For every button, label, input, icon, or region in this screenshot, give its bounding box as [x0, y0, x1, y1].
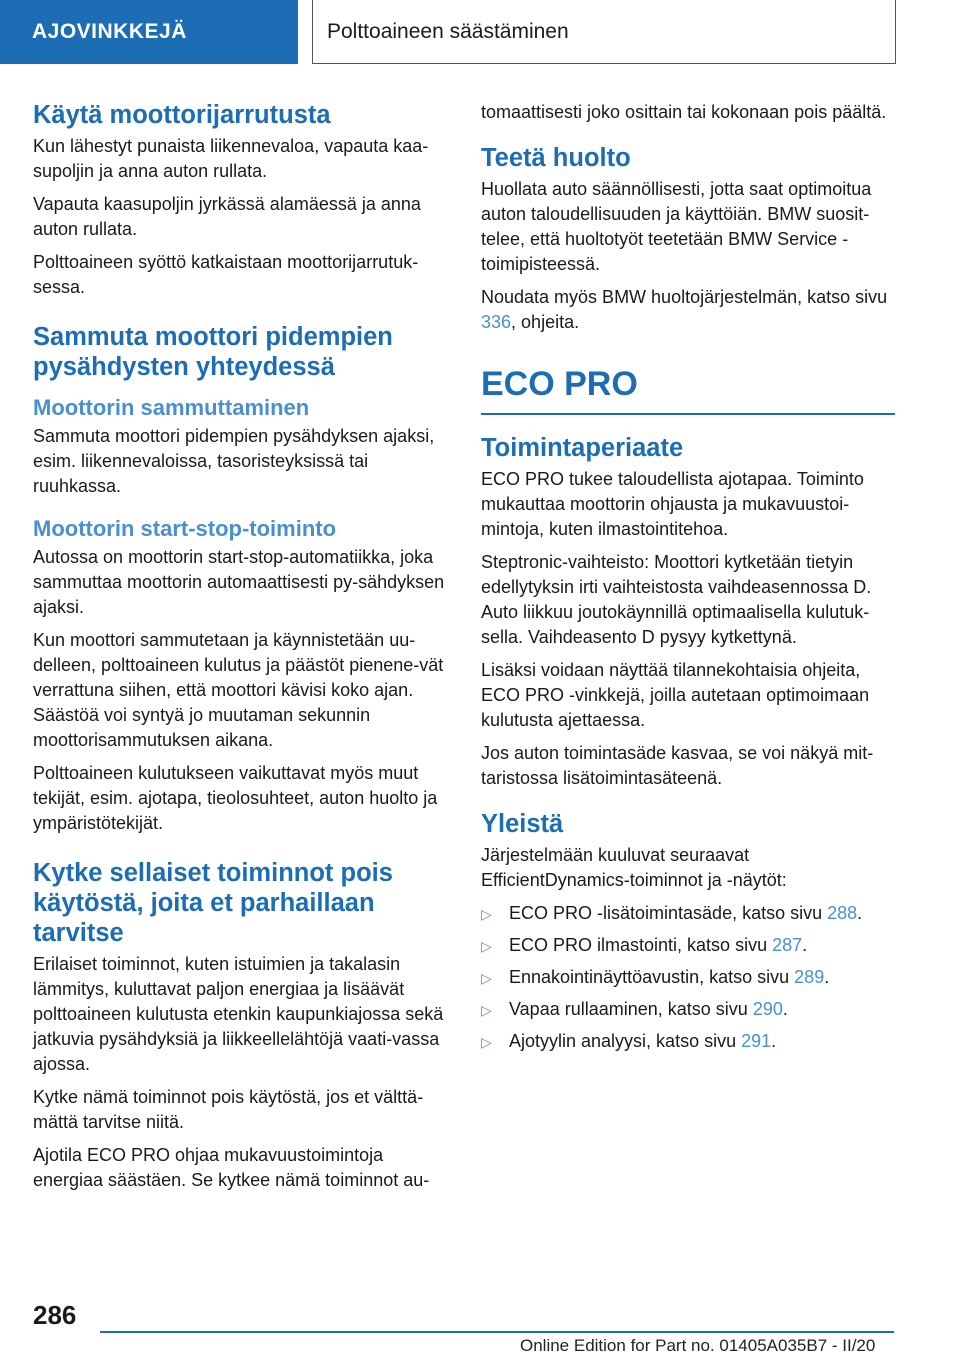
paragraph: tomaattisesti joko osittain tai kokonaan pois päältä. — [481, 102, 887, 122]
heading-principle: Toimintaperiaate — [481, 434, 684, 462]
footer-rule — [100, 1331, 894, 1333]
chapter-tab — [312, 0, 896, 64]
paragraph: Ajotila ECO PRO ohjaa mukavuustoimintoja energiaa säästäen. Se kytkee nämä toiminnot au- — [33, 1145, 430, 1190]
bullet-icon: ▷ — [481, 970, 492, 986]
bullet-icon: ▷ — [481, 1034, 492, 1050]
paragraph: Jos auton toimintasäde kasvaa, se voi näkyä mit-taristossa lisätoimintasäteenä. — [481, 743, 874, 788]
section-tab — [0, 0, 298, 64]
paragraph: ECO PRO tukee taloudellista ajotapaa. Toiminto mukauttaa moottorin ohjausta ja mukavuustoi-mintoja, kuten ilmastointitehoa. — [481, 469, 864, 539]
paragraph: Huollata auto säännöllisesti, jotta saat optimoitua auton taloudellisuuden ja käyttöiän. BMW suosit-telee, että huoltotyöt teetetään BMW Service -toimipisteessä. — [481, 179, 872, 274]
paragraph: Järjestelmään kuuluvat seuraavat EfficientDynamics-toiminnot ja -näytöt: — [481, 845, 787, 890]
page-number: 286 — [33, 1300, 77, 1330]
paragraph: Vapauta kaasupoljin jyrkässä alamäessä ja anna auton rullata. — [33, 194, 421, 239]
edition-text: Online Edition for Part no. 01405A035B7 - II/20 — [520, 1336, 876, 1355]
heading-engine-brake: Käytä moottorijarrutusta — [33, 101, 331, 129]
section-title: AJOVINKKEJÄ — [32, 20, 187, 43]
heading-eco-pro: ECO PRO — [481, 365, 638, 403]
list-item: ▷ Vapaa rullaaminen, katso sivu 290. — [481, 997, 897, 1023]
subheading-engine-off: Moottorin sammuttaminen — [33, 395, 310, 420]
page-link[interactable]: 288 — [827, 903, 858, 923]
right-column — [481, 100, 897, 1061]
list-item: ▷ Ennakointinäyttöavustin, katso sivu 289. — [481, 965, 897, 991]
paragraph: Steptronic-vaihteisto: Moottori kytketään tietyin edellytyksin irti vaihteistosta vaihdeasennossa D. Auto liikkuu joutokäynnillä optimaalisella kulutuk-sella. Vaihdeasento D pysyy kytkettynä. — [481, 552, 872, 647]
heading-stop-engine: Sammuta moottori pidempien pysähdysten yhteydessä — [33, 323, 393, 381]
page-link[interactable]: 291 — [741, 1031, 772, 1051]
page-link[interactable]: 287 — [772, 935, 803, 955]
bullet-icon: ▷ — [481, 1002, 492, 1018]
chapter-title: Polttoaineen säästäminen — [327, 19, 569, 43]
paragraph: Kun lähestyt punaista liikennevaloa, vapauta kaa-supoljin ja anna auton rullata. — [33, 136, 429, 181]
paragraph: Kun moottori sammutetaan ja käynnistetään uu-delleen, polttoaineen kulutus ja päästöt pienene-vät verrattuna siihen, että moottori kävisi koko ajan. Säästöä voi syntyä jo muutaman sekunnin moottorisammutuksen aikana. — [33, 630, 444, 750]
page-link[interactable]: 336 — [481, 312, 512, 332]
heading-general: Yleistä — [481, 810, 564, 838]
paragraph: Polttoaineen kulutukseen vaikuttavat myös muut tekijät, esim. ajotapa, tieolosuhteet, auton huolto ja ympäristötekijät. — [33, 763, 438, 833]
paragraph: Noudata myös BMW huoltojärjestelmän, katso sivu 336, ohjeita. — [481, 287, 888, 332]
paragraph: Polttoaineen syöttö katkaistaan moottorijarrutuk-sessa. — [33, 252, 419, 297]
left-column — [33, 100, 449, 1201]
paragraph: Autossa on moottorin start-stop-automatiikka, joka sammuttaa moottorin automaattisesti py-sähdyksen ajaksi. — [33, 547, 445, 617]
list-item: ▷ ECO PRO -lisätoimintasäde, katso sivu 288. — [481, 901, 897, 927]
list-item: ▷ ECO PRO ilmastointi, katso sivu 287. — [481, 933, 897, 959]
page-link[interactable]: 290 — [752, 999, 783, 1019]
function-list — [481, 901, 897, 1055]
paragraph: Erilaiset toiminnot, kuten istuimien ja takalasin lämmitys, kuluttavat paljon energiaa ja lisäävät polttoaineen kulutusta etenkin kaupunkiajossa sekä jatkuvia pysähdyksiä ja liikkeellelähtöjä vaati-vassa ajossa. — [33, 954, 444, 1074]
paragraph: Lisäksi voidaan näyttää tilannekohtaisia ohjeita, ECO PRO -vinkkejä, joilla autetaan optimoimaan kulutusta ajettaessa. — [481, 660, 870, 730]
heading-rule — [481, 413, 895, 415]
list-item: ▷ Ajotyylin analyysi, katso sivu 291. — [481, 1029, 897, 1055]
bullet-icon: ▷ — [481, 938, 492, 954]
subheading-start-stop: Moottorin start-stop-toiminto — [33, 516, 337, 541]
paragraph: Kytke nämä toiminnot pois käytöstä, jos et välttä-mättä tarvitse niitä. — [33, 1087, 424, 1132]
heading-service: Teetä huolto — [481, 144, 631, 172]
bullet-icon: ▷ — [481, 906, 492, 922]
paragraph: Sammuta moottori pidempien pysähdyksen ajaksi, esim. liikennevaloissa, tasoristeyksissä tai ruuhkassa. — [33, 426, 435, 496]
page-link[interactable]: 289 — [794, 967, 825, 987]
heading-switch-off-functions: Kytke sellaiset toiminnot pois käytöstä, joita et parhaillaan tarvitse — [33, 859, 393, 947]
